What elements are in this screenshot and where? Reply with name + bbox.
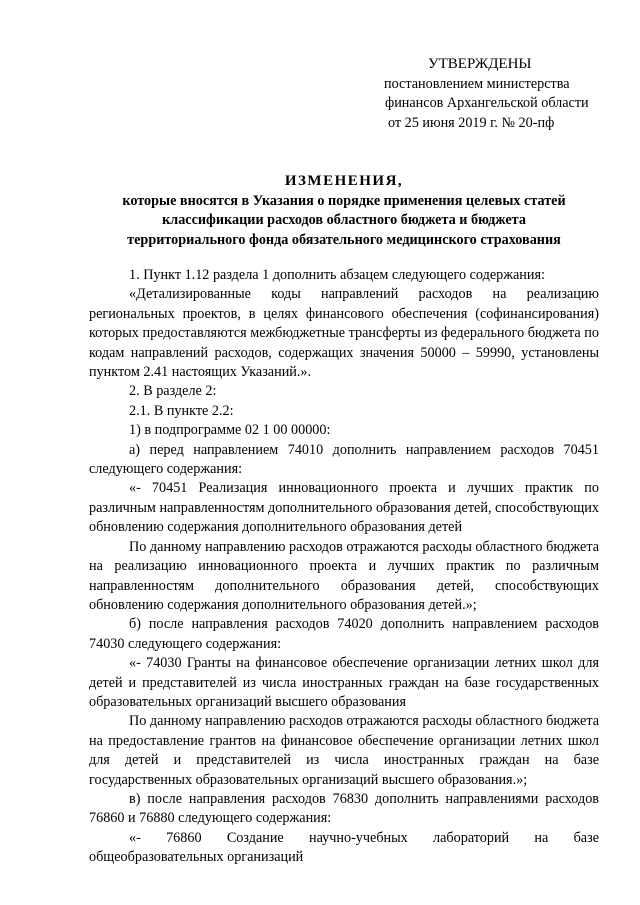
paragraph: «- 74030 Гранты на финансовое обеспечение организации летних школ для детей и представителей из числа иностранных граждан на базе государственных образовательных организаций высшего образования (89, 655, 599, 710)
approval-line: от 25 июня 2019 г. № 20-пф (388, 114, 555, 131)
paragraph: 2.1. В пункте 2.2: (129, 402, 234, 419)
paragraph: 2. В разделе 2: (129, 383, 217, 400)
paragraph: «Детализированные коды направлений расходов на реализацию региональных проектов, в целях финансового обеспечения (софинансирования) которых предоставляются межбюджетные трансферты из федерального бюджета по кодам направлений расходов, содержащих значения 50000 – 59990, установлены пунктом 2.41 настоящих Указаний.». (89, 286, 599, 381)
document-heading (80, 172, 608, 250)
approval-line: постановлением министерства (384, 75, 570, 92)
paragraph: «- 76860 Создание научно-учебных лабораторий на базе общеобразовательных организаций (89, 829, 599, 866)
paragraph: По данному направлению расходов отражаются расходы областного бюджета на предоставление грантов на финансовое обеспечение организации летних школ для детей и представителей из числа иностранных граждан на базе государственных образовательных организаций высшего образования.»; (89, 713, 599, 788)
document-subtitle-line: территориального фонда обязательного медицинского страхования (127, 231, 561, 248)
approval-title: УТВЕРЖДЕНЫ (428, 56, 532, 72)
paragraph: б) после направления расходов 74020 дополнить направлением расходов 74030 следующего содержания: (89, 616, 599, 652)
approval-line: финансов Архангельской области (385, 95, 589, 111)
document-body (89, 266, 599, 868)
paragraph: в) после направления расходов 76830 дополнить направлениями расходов 76860 и 76880 следующего содержания: (89, 790, 599, 827)
paragraph: «- 70451 Реализация инновационного проекта и лучших практик по различным направленностям дополнительного образования детей, способствующих обновлению содержания дополнительного образования детей (89, 480, 599, 536)
paragraph: 1. Пункт 1.12 раздела 1 дополнить абзацем следующего содержания: (129, 267, 545, 283)
document-subtitle-line: классификации расходов областного бюджета и бюджета (162, 212, 526, 228)
approval-block (370, 55, 620, 133)
paragraph: По данному направлению расходов отражаются расходы областного бюджета на реализацию инновационного проекта и лучших практик по различным направленностям дополнительного образования детей, способствующих обновлению содержания дополнительного образования детей.»; (89, 538, 599, 613)
document-subtitle-line: которые вносятся в Указания о порядке применения целевых статей (122, 192, 566, 209)
paragraph: 1) в подпрограмме 02 1 00 00000: (129, 422, 331, 439)
document-title: ИЗМЕНЕНИЯ, (284, 173, 404, 189)
paragraph: а) перед направлением 74010 дополнить направлением расходов 70451 следующего содержания: (89, 441, 599, 478)
